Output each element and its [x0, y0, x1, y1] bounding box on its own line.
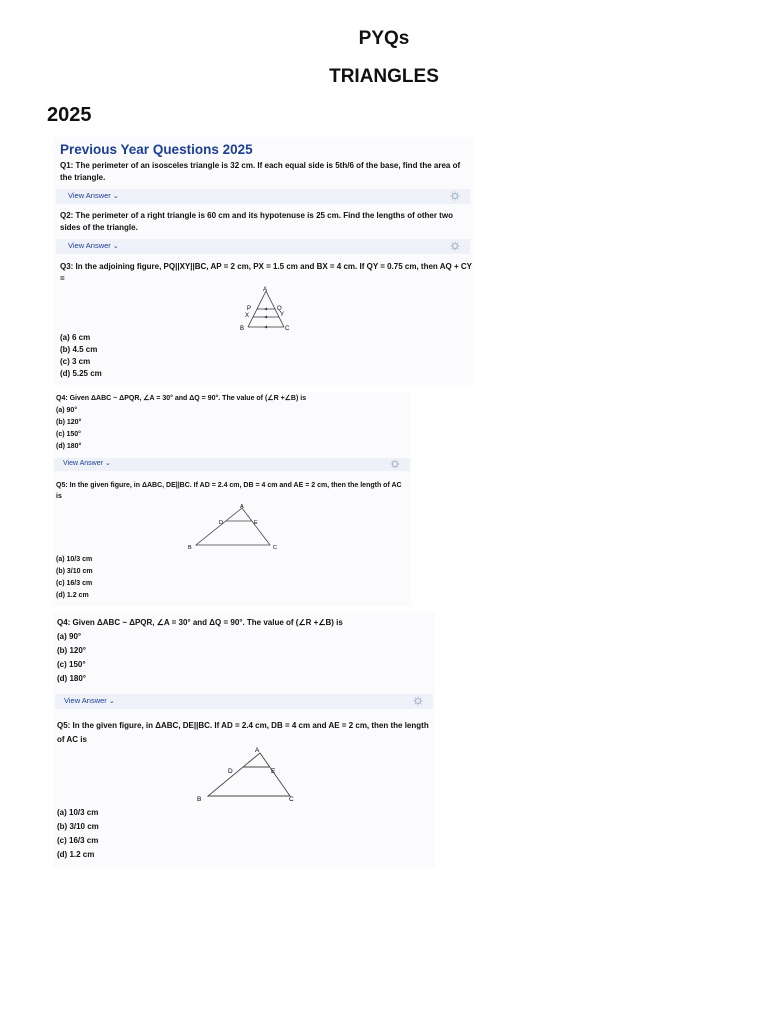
question-3-options	[60, 332, 102, 380]
option-a[interactable]: (a) 10/3 cm	[57, 808, 99, 817]
view-answer-button-1[interactable]	[56, 189, 470, 204]
document-title: PYQs	[358, 28, 410, 49]
view-answer-button-4[interactable]	[55, 694, 433, 709]
option-b[interactable]: (b) 4.5 cm	[60, 345, 98, 354]
option-d[interactable]: (d) 1.2 cm	[56, 592, 89, 599]
label-c: C	[273, 545, 277, 551]
option-a[interactable]: (a) 90°	[57, 632, 82, 641]
option-b[interactable]: (b) 3/10 cm	[56, 568, 93, 575]
label-y: Y	[280, 312, 285, 318]
option-b[interactable]: (b) 3/10 cm	[57, 822, 99, 831]
question-4-text: Q4: Given ΔABC ~ ΔPQR, ∠A = 30° and ΔQ = 90°. The value of (∠R +∠B) is	[56, 395, 307, 402]
option-a[interactable]: (a) 90°	[56, 407, 78, 414]
option-a[interactable]: (a) 10/3 cm	[56, 556, 93, 563]
label-c: C	[285, 326, 290, 332]
lightbulb-icon	[413, 696, 423, 706]
question-1-text: Q1: The perimeter of an isosceles triangle is 32 cm. If each equal side is 5th/6 of the base, find the area of the triangle.	[60, 161, 461, 182]
label-e: E	[254, 520, 258, 526]
label-a: A	[255, 747, 260, 754]
option-c[interactable]: (c) 16/3 cm	[57, 836, 99, 845]
question-5-repeat-text: Q5: In the given figure, in ΔABC, DE||BC. If AD = 2.4 cm, DB = 4 cm and AE = 2 cm, then the length of AC is	[57, 721, 429, 744]
label-x: X	[245, 313, 250, 319]
option-c[interactable]: (c) 3 cm	[60, 357, 91, 366]
label-a: A	[240, 504, 244, 510]
chevron-down-icon: ⌄	[112, 243, 119, 250]
label-b: B	[188, 545, 192, 551]
option-c[interactable]: (c) 150°	[56, 431, 81, 438]
document-subtitle: TRIANGLES	[329, 66, 439, 87]
label-e: E	[271, 768, 276, 775]
label-d: D	[228, 768, 233, 775]
label-p: P	[247, 306, 252, 312]
label-d: D	[219, 520, 223, 526]
question-3-text: Q3: In the adjoining figure, PQ||XY||BC, AP = 2 cm, PX = 1.5 cm and BX = 4 cm. If QY = 0.75 cm, then AQ + CY =	[60, 262, 472, 283]
view-answer-button-3[interactable]	[54, 458, 410, 471]
view-answer-label: View Answer	[68, 241, 111, 250]
chevron-down-icon: ⌄	[104, 460, 111, 467]
label-c: C	[289, 796, 294, 803]
option-a[interactable]: (a) 6 cm	[60, 333, 91, 342]
view-answer-label: View Answer	[68, 191, 111, 200]
question-5-repeat-options	[57, 807, 99, 863]
lightbulb-icon	[450, 241, 460, 251]
label-a: A	[263, 287, 268, 293]
view-answer-label: View Answer	[64, 696, 107, 705]
chevron-down-icon: ⌄	[112, 193, 119, 200]
question-5-options	[56, 554, 93, 602]
label-q: Q	[277, 306, 282, 312]
question-4-options	[56, 405, 81, 453]
option-d[interactable]: (d) 180°	[56, 443, 82, 450]
question-5-text: Q5: In the given figure, in ΔABC, DE||BC. If AD = 2.4 cm, DB = 4 cm and AE = 2 cm, then the length of AC is	[56, 482, 402, 500]
lightbulb-icon	[450, 191, 460, 201]
lightbulb-icon	[390, 459, 400, 469]
option-c[interactable]: (c) 16/3 cm	[56, 580, 93, 587]
view-answer-label: View Answer	[63, 460, 103, 467]
question-4-repeat-options	[57, 631, 86, 687]
option-d[interactable]: (d) 180°	[57, 674, 86, 683]
label-b: B	[240, 326, 245, 332]
triangle-figure-de-bc-repeat	[194, 744, 304, 804]
option-b[interactable]: (b) 120°	[56, 419, 82, 426]
triangle-figure-de-bc	[184, 502, 284, 552]
option-d[interactable]: (d) 1.2 cm	[57, 850, 95, 859]
chevron-down-icon: ⌄	[108, 698, 115, 705]
question-2-text: Q2: The perimeter of a right triangle is 60 cm and its hypotenuse is 25 cm. Find the lengths of other two sides of the triangle.	[60, 211, 453, 232]
label-b: B	[197, 796, 202, 803]
section-heading: Previous Year Questions 2025	[60, 142, 253, 157]
option-d[interactable]: (d) 5.25 cm	[60, 369, 102, 378]
option-c[interactable]: (c) 150°	[57, 660, 86, 669]
triangle-figure-pq-xy-bc	[228, 286, 298, 334]
question-4-repeat-text: Q4: Given ΔABC ~ ΔPQR, ∠A = 30° and ΔQ = 90°. The value of (∠R +∠B) is	[57, 618, 343, 627]
option-b[interactable]: (b) 120°	[57, 646, 86, 655]
view-answer-button-2[interactable]	[56, 239, 470, 254]
year-heading: 2025	[47, 104, 92, 126]
